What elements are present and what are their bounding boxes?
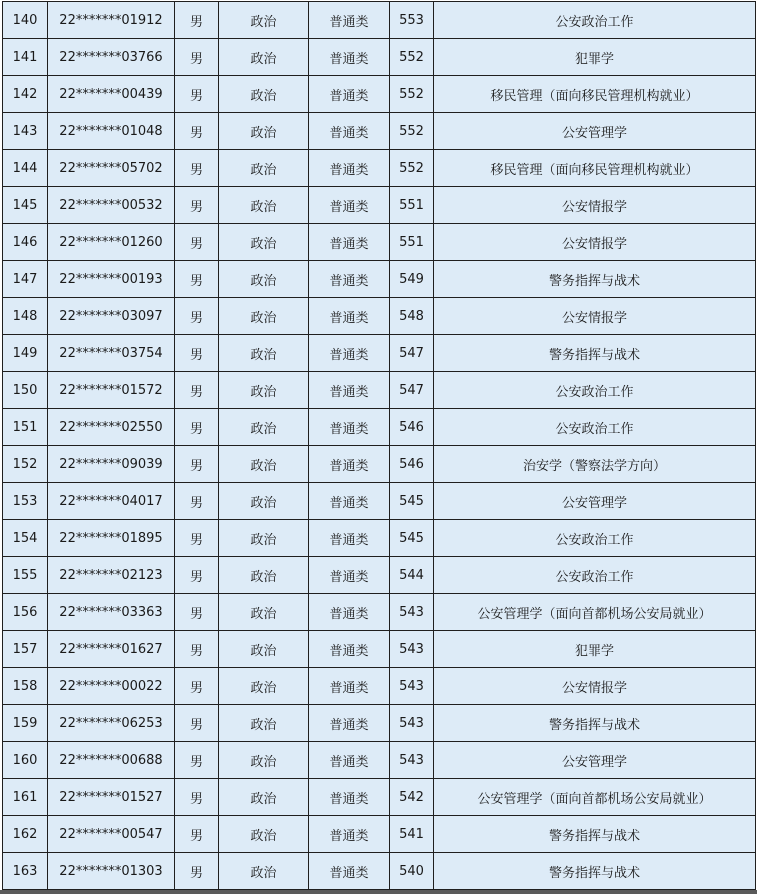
cell-candidate-id: 22*******04017 [48,483,175,520]
cell-subject: 政治 [219,705,309,742]
cell-candidate-id: 22*******00193 [48,261,175,298]
cell-score: 545 [390,520,434,557]
cell-subject: 政治 [219,76,309,113]
cell-gender: 男 [175,668,219,705]
table-row [3,372,756,409]
cell-gender: 男 [175,298,219,335]
table-row [3,779,756,816]
cell-subject: 政治 [219,520,309,557]
cell-candidate-id: 22*******03097 [48,298,175,335]
cell-rank: 142 [3,76,48,113]
cell-rank: 147 [3,261,48,298]
cell-candidate-id: 22*******02123 [48,557,175,594]
table-row [3,335,756,372]
cell-candidate-id: 22*******01260 [48,224,175,261]
cell-subject: 政治 [219,187,309,224]
cell-score: 552 [390,150,434,187]
cell-category: 普通类 [309,187,390,224]
cell-category: 普通类 [309,631,390,668]
cell-gender: 男 [175,816,219,853]
cell-candidate-id: 22*******01048 [48,113,175,150]
cell-candidate-id: 22*******01627 [48,631,175,668]
cell-major: 犯罪学 [434,39,756,76]
cell-subject: 政治 [219,483,309,520]
cell-gender: 男 [175,150,219,187]
cell-subject: 政治 [219,372,309,409]
table-row [3,409,756,446]
cell-gender: 男 [175,557,219,594]
cell-gender: 男 [175,742,219,779]
cell-major: 公安政治工作 [434,372,756,409]
cell-subject: 政治 [219,853,309,890]
cell-subject: 政治 [219,298,309,335]
cell-score: 543 [390,705,434,742]
cell-rank: 144 [3,150,48,187]
cell-subject: 政治 [219,335,309,372]
cell-rank: 141 [3,39,48,76]
cell-rank: 149 [3,335,48,372]
cell-subject: 政治 [219,668,309,705]
cell-candidate-id: 22*******03363 [48,594,175,631]
cell-major: 犯罪学 [434,631,756,668]
cell-candidate-id: 22*******09039 [48,446,175,483]
cell-major: 公安政治工作 [434,557,756,594]
cell-score: 547 [390,335,434,372]
table-row [3,816,756,853]
table-row [3,594,756,631]
table-row [3,261,756,298]
cell-category: 普通类 [309,261,390,298]
cell-rank: 158 [3,668,48,705]
cell-score: 546 [390,446,434,483]
cell-subject: 政治 [219,779,309,816]
cell-rank: 163 [3,853,48,890]
cell-score: 543 [390,594,434,631]
cell-subject: 政治 [219,39,309,76]
cell-candidate-id: 22*******03754 [48,335,175,372]
cell-candidate-id: 22*******02550 [48,409,175,446]
cell-major: 公安管理学 [434,483,756,520]
cell-rank: 162 [3,816,48,853]
cell-score: 552 [390,76,434,113]
cell-subject: 政治 [219,261,309,298]
cell-major: 公安管理学 [434,113,756,150]
table-row [3,187,756,224]
cell-gender: 男 [175,446,219,483]
cell-category: 普通类 [309,298,390,335]
cell-category: 普通类 [309,372,390,409]
cell-category: 普通类 [309,557,390,594]
table-row [3,113,756,150]
cell-category: 普通类 [309,853,390,890]
cell-rank: 145 [3,187,48,224]
cell-major: 警务指挥与战术 [434,335,756,372]
cell-gender: 男 [175,2,219,39]
cell-category: 普通类 [309,742,390,779]
cell-candidate-id: 22*******00547 [48,816,175,853]
cell-gender: 男 [175,631,219,668]
cell-score: 541 [390,816,434,853]
cell-candidate-id: 22*******01895 [48,520,175,557]
cell-major: 公安政治工作 [434,409,756,446]
cell-candidate-id: 22*******03766 [48,39,175,76]
table-row [3,520,756,557]
table-row [3,483,756,520]
cell-rank: 156 [3,594,48,631]
cell-rank: 143 [3,113,48,150]
admission-list-table [2,1,756,890]
cell-score: 544 [390,557,434,594]
cell-candidate-id: 22*******00022 [48,668,175,705]
cell-category: 普通类 [309,816,390,853]
cell-gender: 男 [175,483,219,520]
cell-gender: 男 [175,335,219,372]
table-row [3,557,756,594]
cell-score: 552 [390,113,434,150]
cell-rank: 154 [3,520,48,557]
table-row [3,298,756,335]
table-row [3,39,756,76]
cell-category: 普通类 [309,409,390,446]
cell-category: 普通类 [309,335,390,372]
cell-gender: 男 [175,224,219,261]
cell-score: 547 [390,372,434,409]
cell-rank: 160 [3,742,48,779]
cell-major: 移民管理（面向移民管理机构就业） [434,76,756,113]
cell-subject: 政治 [219,557,309,594]
cell-candidate-id: 22*******00439 [48,76,175,113]
cell-subject: 政治 [219,594,309,631]
cell-category: 普通类 [309,2,390,39]
cell-score: 540 [390,853,434,890]
cell-candidate-id: 22*******01572 [48,372,175,409]
cell-score: 543 [390,631,434,668]
cell-category: 普通类 [309,779,390,816]
cell-candidate-id: 22*******01303 [48,853,175,890]
cell-subject: 政治 [219,446,309,483]
cell-rank: 150 [3,372,48,409]
cell-major: 公安政治工作 [434,520,756,557]
cell-rank: 161 [3,779,48,816]
cell-gender: 男 [175,705,219,742]
cell-candidate-id: 22*******01912 [48,2,175,39]
cell-rank: 151 [3,409,48,446]
table-row [3,742,756,779]
cell-gender: 男 [175,409,219,446]
cell-subject: 政治 [219,409,309,446]
cell-rank: 159 [3,705,48,742]
cell-gender: 男 [175,76,219,113]
cell-major: 公安管理学（面向首都机场公安局就业） [434,779,756,816]
cell-subject: 政治 [219,113,309,150]
cell-major: 公安政治工作 [434,2,756,39]
table-row [3,631,756,668]
cell-candidate-id: 22*******00532 [48,187,175,224]
cell-gender: 男 [175,113,219,150]
cell-score: 551 [390,224,434,261]
table-row [3,446,756,483]
cell-rank: 146 [3,224,48,261]
cell-rank: 140 [3,2,48,39]
cell-score: 552 [390,39,434,76]
cell-major: 公安管理学（面向首都机场公安局就业） [434,594,756,631]
cell-major: 公安情报学 [434,224,756,261]
cell-major: 治安学（警察法学方向） [434,446,756,483]
cell-gender: 男 [175,39,219,76]
cell-gender: 男 [175,853,219,890]
cell-score: 542 [390,779,434,816]
table-row [3,76,756,113]
cell-score: 553 [390,2,434,39]
cell-category: 普通类 [309,76,390,113]
cell-major: 公安情报学 [434,668,756,705]
cell-category: 普通类 [309,446,390,483]
cell-gender: 男 [175,594,219,631]
cell-score: 549 [390,261,434,298]
table-row [3,2,756,39]
cell-category: 普通类 [309,705,390,742]
cell-subject: 政治 [219,2,309,39]
table-row [3,150,756,187]
cell-major: 移民管理（面向移民管理机构就业） [434,150,756,187]
cell-subject: 政治 [219,150,309,187]
cell-rank: 153 [3,483,48,520]
table-row [3,705,756,742]
cell-candidate-id: 22*******06253 [48,705,175,742]
cell-major: 公安管理学 [434,742,756,779]
cell-rank: 152 [3,446,48,483]
cell-category: 普通类 [309,520,390,557]
cell-rank: 148 [3,298,48,335]
cell-major: 警务指挥与战术 [434,816,756,853]
cell-category: 普通类 [309,224,390,261]
cell-category: 普通类 [309,39,390,76]
table-row [3,668,756,705]
cell-rank: 155 [3,557,48,594]
cell-rank: 157 [3,631,48,668]
cell-major: 警务指挥与战术 [434,261,756,298]
cell-major: 公安情报学 [434,298,756,335]
cell-category: 普通类 [309,594,390,631]
table-row [3,853,756,890]
cell-major: 警务指挥与战术 [434,705,756,742]
cell-gender: 男 [175,261,219,298]
cell-score: 545 [390,483,434,520]
cell-candidate-id: 22*******05702 [48,150,175,187]
cell-category: 普通类 [309,150,390,187]
cell-gender: 男 [175,372,219,409]
table-body [3,2,756,890]
cell-score: 543 [390,742,434,779]
cell-candidate-id: 22*******00688 [48,742,175,779]
cell-subject: 政治 [219,631,309,668]
cell-category: 普通类 [309,483,390,520]
cell-score: 548 [390,298,434,335]
cell-gender: 男 [175,779,219,816]
bottom-edge-bar [0,890,757,894]
cell-subject: 政治 [219,742,309,779]
cell-category: 普通类 [309,668,390,705]
cell-gender: 男 [175,187,219,224]
cell-score: 551 [390,187,434,224]
cell-major: 警务指挥与战术 [434,853,756,890]
cell-category: 普通类 [309,113,390,150]
cell-major: 公安情报学 [434,187,756,224]
cell-score: 543 [390,668,434,705]
cell-score: 546 [390,409,434,446]
cell-candidate-id: 22*******01527 [48,779,175,816]
cell-gender: 男 [175,520,219,557]
cell-subject: 政治 [219,224,309,261]
table-row [3,224,756,261]
cell-subject: 政治 [219,816,309,853]
